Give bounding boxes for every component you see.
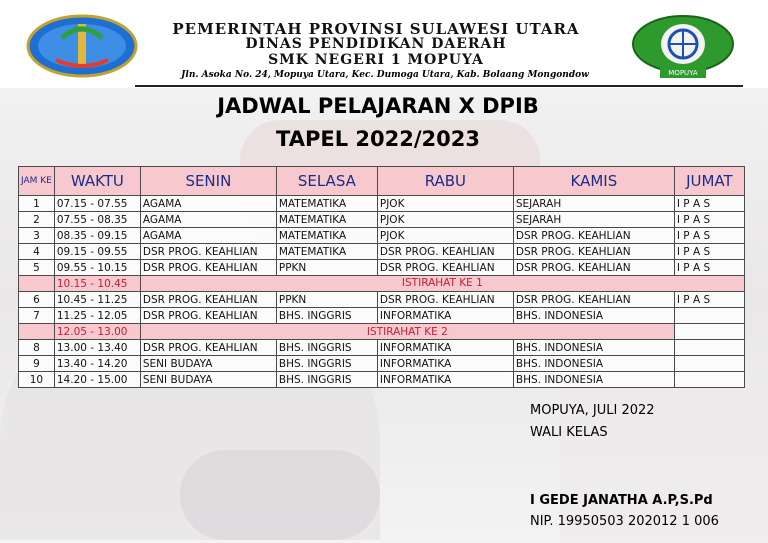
letterhead [0, 0, 768, 88]
header-kamis: KAMIS [513, 167, 674, 196]
gov-line-1: PEMERINTAH PROVINSI SULAWESI UTARA [172, 20, 580, 38]
table-cell: BHS. INDONESIA [513, 372, 674, 388]
signature-role: WALI KELAS [530, 425, 608, 440]
gov-line-2: DINAS PENDIDIKAN DAERAH [245, 36, 507, 52]
table-cell: PPKN [276, 260, 377, 276]
table-cell: 09.15 - 09.55 [54, 244, 140, 260]
table-cell [674, 340, 744, 356]
table-cell: PPKN [276, 292, 377, 308]
break-jumat-cell [674, 324, 744, 340]
schedule-title: JADWAL PELAJARAN X DPIB [217, 94, 539, 118]
table-row [19, 292, 745, 308]
table-cell: DSR PROG. KEAHLIAN [513, 244, 674, 260]
school-logo-icon [630, 14, 736, 80]
table-cell: I P A S [674, 292, 744, 308]
table-cell: 10 [19, 372, 55, 388]
table-cell: 11.25 - 12.05 [54, 308, 140, 324]
table-cell: 4 [19, 244, 55, 260]
table-cell: I P A S [674, 228, 744, 244]
table-cell: SENI BUDAYA [140, 372, 276, 388]
school-logo-label: MOPUYA [668, 69, 698, 77]
table-row [19, 228, 745, 244]
table-cell: DSR PROG. KEAHLIAN [140, 340, 276, 356]
header-selasa: SELASA [276, 167, 377, 196]
table-cell: DSR PROG. KEAHLIAN [140, 260, 276, 276]
table-cell: 9 [19, 356, 55, 372]
break-empty-cell [19, 276, 55, 292]
table-cell: BHS. INDONESIA [513, 308, 674, 324]
table-cell: BHS. INGGRIS [276, 308, 377, 324]
table-cell: 10.45 - 11.25 [54, 292, 140, 308]
table-row [19, 212, 745, 228]
table-cell: AGAMA [140, 196, 276, 212]
table-cell: 6 [19, 292, 55, 308]
break-label: ISTIRAHAT KE 1 [140, 276, 744, 292]
break-empty-cell [19, 324, 55, 340]
table-cell: INFORMATIKA [377, 356, 513, 372]
table-cell: 13.00 - 13.40 [54, 340, 140, 356]
table-cell: DSR PROG. KEAHLIAN [377, 244, 513, 260]
table-cell [674, 372, 744, 388]
table-cell: DSR PROG. KEAHLIAN [140, 244, 276, 260]
table-cell: MATEMATIKA [276, 228, 377, 244]
table-cell: 2 [19, 212, 55, 228]
table-cell: 5 [19, 260, 55, 276]
table-cell: 3 [19, 228, 55, 244]
header-jumat: JUMAT [674, 167, 744, 196]
table-cell: AGAMA [140, 212, 276, 228]
table-cell: BHS. INGGRIS [276, 372, 377, 388]
header-rabu: RABU [377, 167, 513, 196]
table-cell: I P A S [674, 212, 744, 228]
table-cell: MATEMATIKA [276, 244, 377, 260]
table-row [19, 356, 745, 372]
break-label: ISTIRAHAT KE 2 [140, 324, 674, 340]
table-row [19, 308, 745, 324]
table-cell [674, 356, 744, 372]
table-row [19, 196, 745, 212]
signature-place-date: MOPUYA, JULI 2022 [530, 403, 655, 418]
table-cell: 14.20 - 15.00 [54, 372, 140, 388]
break-time: 12.05 - 13.00 [54, 324, 140, 340]
table-cell [674, 308, 744, 324]
table-cell: INFORMATIKA [377, 308, 513, 324]
table-cell: 13.40 - 14.20 [54, 356, 140, 372]
table-cell: SEJARAH [513, 212, 674, 228]
table-cell: MATEMATIKA [276, 212, 377, 228]
table-cell: I P A S [674, 260, 744, 276]
break-time: 10.15 - 10.45 [54, 276, 140, 292]
table-row [19, 372, 745, 388]
table-cell: AGAMA [140, 228, 276, 244]
table-cell: BHS. INDONESIA [513, 340, 674, 356]
table-header-row [19, 167, 745, 196]
school-year-title: TAPEL 2022/2023 [276, 127, 480, 151]
table-cell: SENI BUDAYA [140, 356, 276, 372]
table-cell: 1 [19, 196, 55, 212]
table-cell: I P A S [674, 196, 744, 212]
table-cell: DSR PROG. KEAHLIAN [377, 292, 513, 308]
header-jam-ke: JAM KE [19, 167, 55, 196]
table-cell: PJOK [377, 228, 513, 244]
table-cell: DSR PROG. KEAHLIAN [140, 308, 276, 324]
header-senin: SENIN [140, 167, 276, 196]
table-cell: 07.55 - 08.35 [54, 212, 140, 228]
table-cell: DSR PROG. KEAHLIAN [513, 292, 674, 308]
break-row [19, 324, 745, 340]
table-cell: 09.55 - 10.15 [54, 260, 140, 276]
table-cell: DSR PROG. KEAHLIAN [513, 228, 674, 244]
signature-nip: NIP. 19950503 202012 1 006 [530, 514, 719, 529]
break-row [19, 276, 745, 292]
table-cell: BHS. INGGRIS [276, 340, 377, 356]
table-cell: DSR PROG. KEAHLIAN [140, 292, 276, 308]
table-cell: INFORMATIKA [377, 340, 513, 356]
table-cell: PJOK [377, 212, 513, 228]
table-cell: PJOK [377, 196, 513, 212]
table-cell: BHS. INGGRIS [276, 356, 377, 372]
gov-line-3: SMK NEGERI 1 MOPUYA [268, 52, 484, 68]
table-body [19, 196, 745, 388]
table-row [19, 260, 745, 276]
table-cell: 08.35 - 09.15 [54, 228, 140, 244]
signature-name: I GEDE JANATHA A.P,S.Pd [530, 493, 713, 508]
schedule-table [18, 166, 745, 388]
header-waktu: WAKTU [54, 167, 140, 196]
table-cell: 7 [19, 308, 55, 324]
table-cell: SEJARAH [513, 196, 674, 212]
table-cell: 07.15 - 07.55 [54, 196, 140, 212]
table-cell: DSR PROG. KEAHLIAN [377, 260, 513, 276]
header-rule [135, 85, 743, 87]
table-cell: 8 [19, 340, 55, 356]
table-cell: I P A S [674, 244, 744, 260]
table-cell: BHS. INDONESIA [513, 356, 674, 372]
table-cell: MATEMATIKA [276, 196, 377, 212]
table-cell: INFORMATIKA [377, 372, 513, 388]
table-row [19, 244, 745, 260]
table-row [19, 340, 745, 356]
address: Jln. Asoka No. 24, Mopuya Utara, Kec. Dumoga Utara, Kab. Bolaang Mongondow [181, 70, 589, 80]
table-cell: DSR PROG. KEAHLIAN [513, 260, 674, 276]
